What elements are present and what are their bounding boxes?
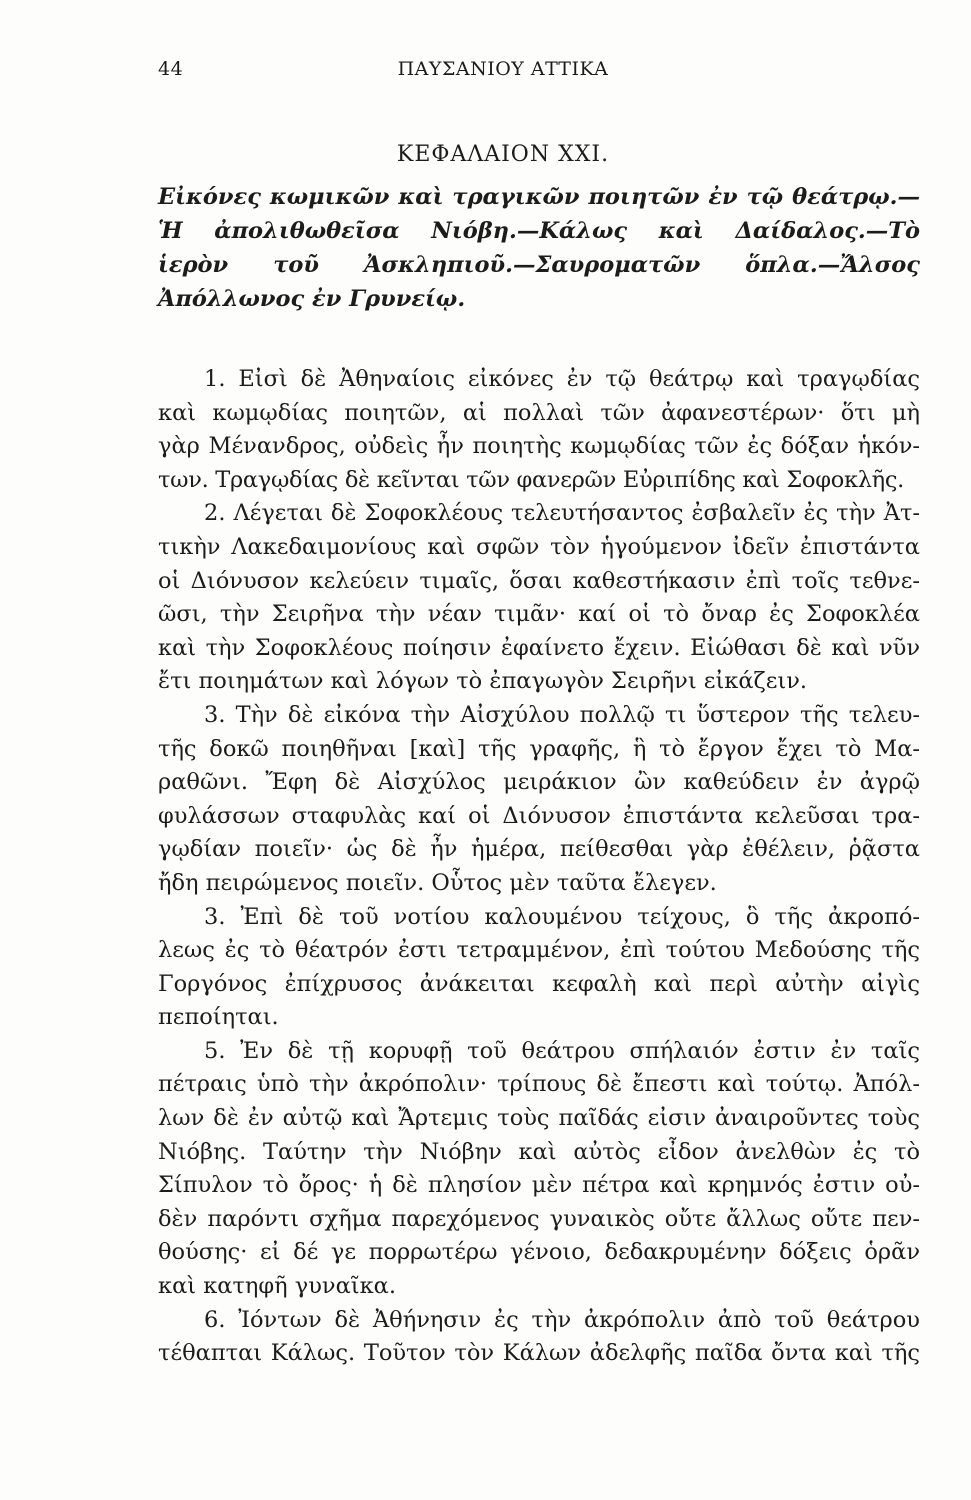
text-line: των. Τραγῳδίας δὲ κεῖνται τῶν φανερῶν Εὐριπίδης καὶ Σοφοκλῆς. — [158, 466, 905, 493]
text-line: τέθαπται Κάλως. Τοῦτον τὸν Κάλων ἀδελφῆς παῖδα ὄντα καὶ τῆς — [158, 1340, 920, 1367]
paragraph — [158, 699, 920, 901]
text-line: λων δὲ ἐν αὐτῷ καὶ Ἄρτεμις τοὺς παῖδάς εἰσιν ἀναιροῦντες τοὺς — [158, 1105, 920, 1132]
page-number: 44 — [158, 58, 184, 80]
running-head — [158, 58, 920, 88]
paragraph — [158, 901, 920, 1035]
chapter-summary — [158, 180, 920, 316]
text-line: 3. Ἐπὶ δὲ τοῦ νοτίου καλουμένου τείχους, ὃ τῆς ἀκροπό- — [204, 903, 920, 930]
text-line: 3. Τὴν δὲ εἰκόνα τὴν Αἰσχύλου πολλῷ τι ὕστερον τῆς τελευ- — [204, 701, 920, 728]
text-line: λεως ἐς τὸ θέατρόν ἐστι τετραμμένον, ἐπὶ τούτου Μεδούσης τῆς — [158, 937, 920, 964]
text-line: θούσης· εἰ δέ γε πορρωτέρω γένοιο, δεδακρυμένην δόξεις ὁρᾶν — [158, 1239, 920, 1266]
summary-line: Ἡ ἀπολιθωθεῖσα Νιόβη.—Κάλως καὶ Δαίδαλος.—Τὸ — [158, 218, 920, 244]
chapter-title: ΚΕΦΑΛΑΙΟΝ XXI. — [396, 142, 610, 167]
paragraph — [158, 1035, 920, 1304]
text-line: φυλάσσων σταφυλὰς καί οἱ Διόνυσον ἐπιστάντα κελεῦσαι τρα- — [158, 802, 920, 829]
text-line: καὶ κωμῳδίας ποιητῶν, αἱ πολλαὶ τῶν ἀφανεστέρων· ὅτι μὴ — [158, 399, 920, 426]
text-line: ραθῶνι. Ἔφη δὲ Αἰσχύλος μειράκιον ὢν καθεύδειν ἐν ἀγρῷ — [158, 769, 920, 796]
summary-line: ἱερὸν τοῦ Ἀσκληπιοῦ.—Σαυροματῶν ὅπλα.—Ἄλσος — [158, 252, 920, 278]
text-line: ἔτι ποιημάτων καὶ λόγων τὸ ἐπαγωγὸν Σειρῆνι εἰκάζειν. — [158, 668, 808, 695]
text-line: 6. Ἰόντων δὲ Ἀθήνησιν ἐς τὴν ἀκρόπολιν ἀπὸ τοῦ θεάτρου — [204, 1306, 920, 1333]
summary-line: Εἰκόνες κωμικῶν καὶ τραγικῶν ποιητῶν ἐν τῷ θεάτρῳ.— — [158, 184, 920, 210]
text-line: γὰρ Μένανδρος, οὐδεὶς ἦν ποιητὴς κωμῳδίας τῶν ἐς δόξαν ἡκόν- — [158, 433, 920, 460]
running-title: ΠΑΥΣΑΝΙΟΥ ΑΤΤΙΚΑ — [397, 58, 609, 80]
text-line: Νιόβης. Ταύτην τὴν Νιόβην καὶ αὐτὸς εἶδον ἀνελθὼν ἐς τὸ — [158, 1138, 920, 1165]
text-line: τικὴν Λακεδαιμονίους καὶ σφῶν τὸν ἡγούμενον ἰδεῖν ἐπιστάντα — [158, 533, 920, 560]
text-line: ἤδη πειρώμενος ποιεῖν. Οὗτος μὲν ταῦτα ἔλεγεν. — [158, 869, 717, 896]
text-line: γῳδίαν ποιεῖν· ὡς δὲ ἦν ἡμέρα, πείθεσθαι γὰρ ἐθέλειν, ῥᾷστα — [158, 836, 920, 863]
paragraph — [158, 363, 920, 497]
text-line: οἱ Διόνυσον κελεύειν τιμαῖς, ὅσαι καθεστήκασιν ἐπὶ τοῖς τεθνε- — [158, 567, 920, 594]
text-line: τῆς δοκῶ ποιηθῆναι [καὶ] τῆς γραφῆς, ἣ τὸ ἔργον ἔχει τὸ Μα- — [158, 735, 920, 762]
text-line: 2. Λέγεται δὲ Σοφοκλέους τελευτήσαντος ἐσβαλεῖν ἐς τὴν Ἀτ- — [204, 500, 920, 527]
text-line: πεποίηται. — [158, 1004, 279, 1031]
text-line: 5. Ἐν δὲ τῇ κορυφῇ τοῦ θεάτρου σπήλαιόν ἐστιν ἐν ταῖς — [204, 1037, 920, 1064]
body-text — [158, 363, 920, 1371]
text-line: Γοργόνος ἐπίχρυσος ἀνάκειται κεφαλὴ καὶ περὶ αὐτὴν αἰγὶς — [158, 970, 920, 997]
text-line: 1. Εἰσὶ δὲ Ἀθηναίοις εἰκόνες ἐν τῷ θεάτρῳ καὶ τραγῳδίας — [204, 366, 920, 392]
text-line: δὲν παρόντι σχῆμα παρεχόμενος γυναικὸς οὔτε ἄλλως οὔτε πεν- — [158, 1205, 920, 1232]
text-line: καὶ τὴν Σοφοκλέους ποίησιν ἐφαίνετο ἔχειν. Εἰώθασι δὲ καὶ νῦν — [158, 634, 920, 661]
text-line: Σίπυλον τὸ ὄρος· ἡ δὲ πλησίον μὲν πέτρα καὶ κρημνός ἐστιν οὐ- — [158, 1172, 920, 1199]
text-line: πέτραις ὑπὸ τὴν ἀκρόπολιν· τρίπους δὲ ἔπεστι καὶ τούτῳ. Ἀπόλ- — [158, 1071, 920, 1098]
paragraph — [158, 497, 920, 699]
paragraph — [158, 1304, 920, 1371]
summary-line: Ἀπόλλωνος ἐν Γρυνείῳ. — [158, 286, 466, 312]
text-line: καὶ κατηφῆ γυναῖκα. — [158, 1273, 397, 1300]
text-line: ῶσι, τὴν Σειρῆνα τὴν νέαν τιμᾶν· καί οἱ τὸ ὄναρ ἐς Σοφοκλέα — [158, 601, 920, 628]
